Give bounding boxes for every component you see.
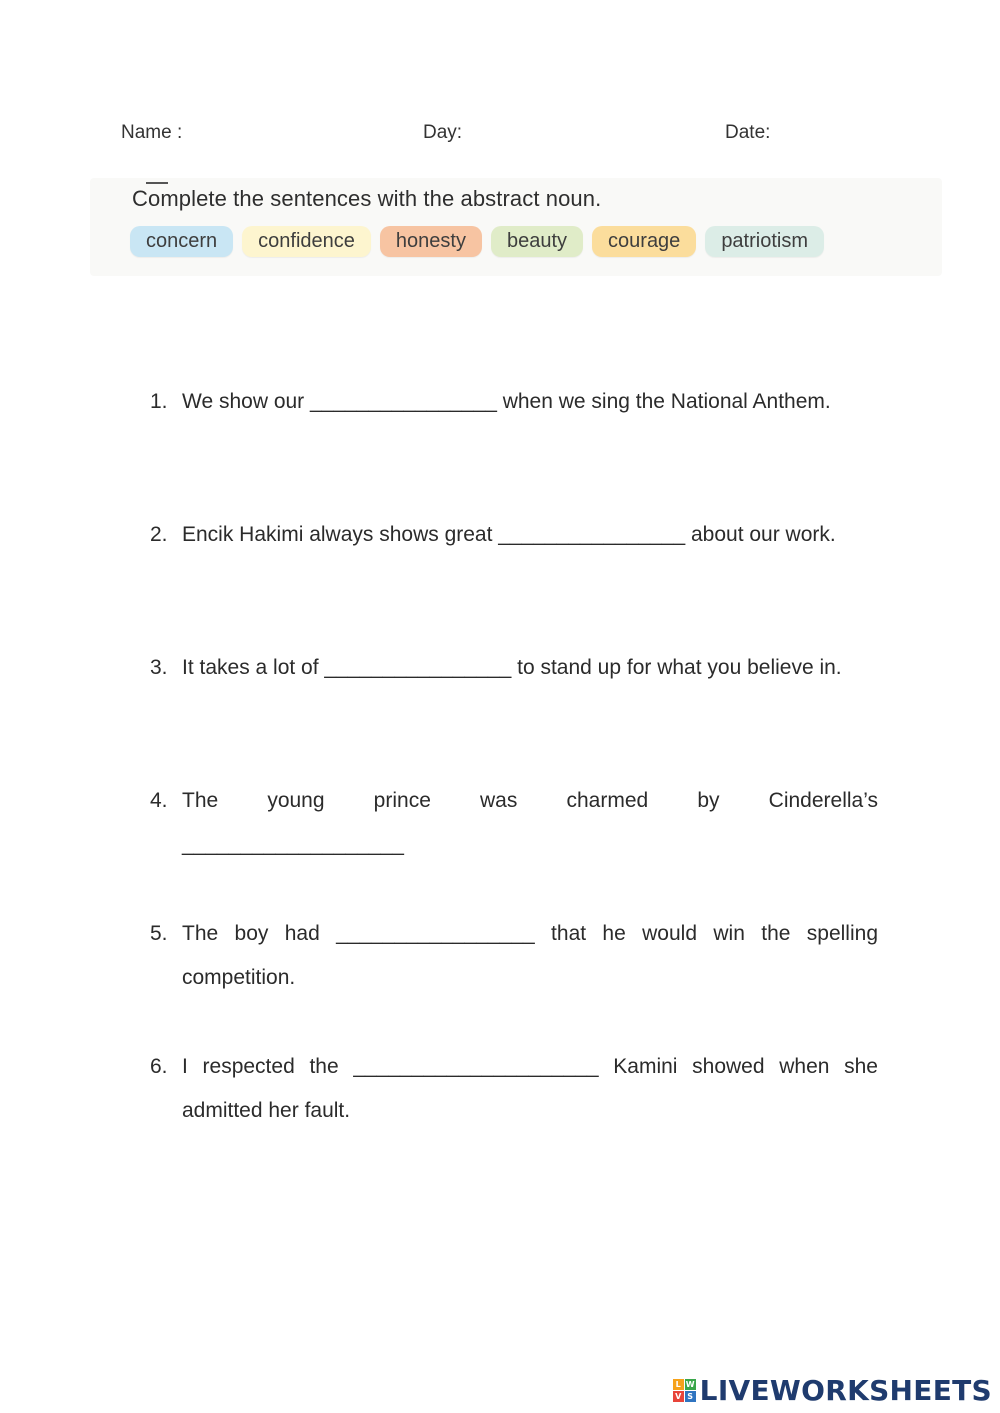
sentence-item [150,380,878,513]
word-chip-confidence: confidence [242,226,371,257]
sentence-item [150,779,878,912]
sentence-list [150,380,878,1178]
decorative-dash [146,182,168,184]
sentence-number: 6. [150,1055,168,1078]
sentence-item [150,1045,878,1178]
word-chips [130,226,824,257]
sentence-text: I respected the _____________________ Kamini showed when she admitted her fault. [182,1055,878,1122]
word-bank [90,178,942,276]
liveworksheets-logo[interactable] [673,1374,992,1407]
day-label: Day: [423,122,463,143]
sentence-text: The boy had _________________ that he would win the spelling competition. [182,922,878,989]
brand-name: LIVEWORKSHEETS [699,1374,992,1407]
sentence-item [150,912,878,1045]
answer-blank[interactable]: ___________________ [182,833,404,856]
logo-letter: S [685,1391,696,1402]
word-chip-patriotism: patriotism [705,226,824,257]
sentence-number: 1. [150,390,168,413]
sentence-number: 4. [150,789,168,812]
instruction-text: Complete the sentences with the abstract noun. [132,186,602,211]
date-label: Date: [725,122,771,143]
sentence-number: 3. [150,656,168,679]
sentence-text: The young prince was charmed by Cinderella’s [182,789,878,812]
word-chip-concern: concern [130,226,233,257]
logo-letter: V [673,1391,684,1402]
sentence-text: Encik Hakimi always shows great ________________ about our work. [182,523,836,546]
word-chip-courage: courage [592,226,696,257]
logo-letter: W [685,1380,695,1389]
word-chip-honesty: honesty [380,226,482,257]
sentence-number: 5. [150,922,168,945]
name-label: Name : [121,122,183,143]
sentence-item [150,513,878,646]
sentence-text: We show our ________________ when we sing the National Anthem. [182,390,831,413]
sentence-number: 2. [150,523,168,546]
logo-mark-icon [673,1379,696,1402]
sentence-item [150,646,878,779]
logo-letter: L [673,1379,684,1390]
sentence-text: It takes a lot of ________________ to stand up for what you believe in. [182,656,842,679]
word-chip-beauty: beauty [491,226,583,257]
